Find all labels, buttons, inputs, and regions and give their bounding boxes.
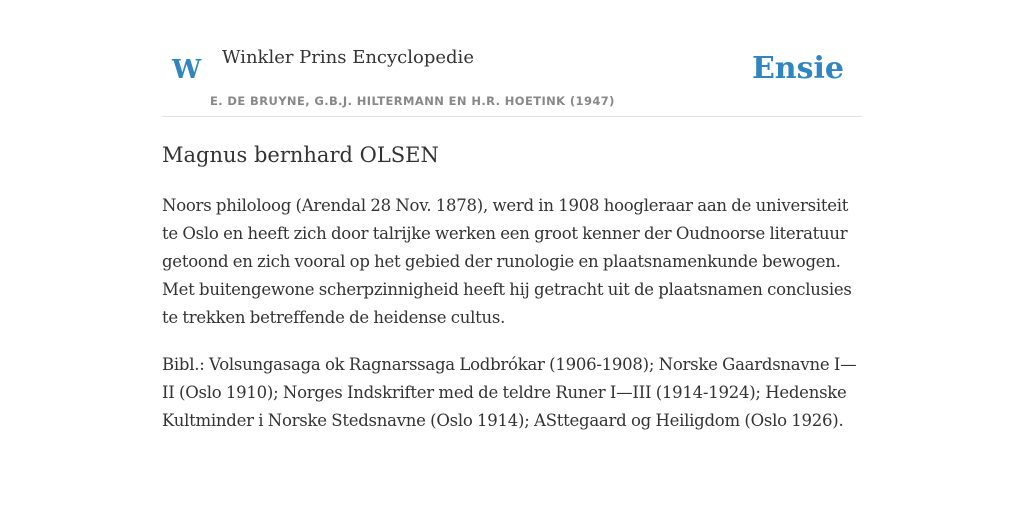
article-paragraph-description: Noors philoloog (Arendal 28 Nov. 1878), werd in 1908 hoogleraar aan de universiteit te Oslo en heeft zich door talrijke werken een groot kenner der Oudnoorse literatuur getoond en zich vooral op het gebied der runologie en plaatsnamenkunde bewogen. Met buitengewone scherpzinnigheid heeft hij getracht uit de plaatsnamen conclusies te trekken betreffende de heidense cultus. (162, 196, 852, 327)
article-paragraph-bibliography: Bibl.: Volsungasaga ok Ragnarssaga Lodbrókar (1906-1908); Norske Gaardsnavne I—II (Oslo 1910); Norges Indskrifter med de teldre Runer I—III (1914-1924); Hedenske Kultminder i Norske Stedsnavne (Oslo 1914); ASttegaard og Heiligdom (Oslo 1926). (162, 355, 857, 430)
page (162, 0, 862, 435)
ensie-logo-link[interactable]: Ensie (751, 51, 844, 86)
site-subtitle: E. DE BRUYNE, G.B.J. HILTERMANN EN H.R. HOETINK (1947) (210, 94, 615, 108)
site-title[interactable]: Winkler Prins Encyclopedie (222, 47, 474, 68)
site-header (162, 0, 862, 117)
winkler-prins-logo[interactable]: W (172, 55, 202, 85)
article-title: Magnus bernhard OLSEN (162, 143, 439, 167)
